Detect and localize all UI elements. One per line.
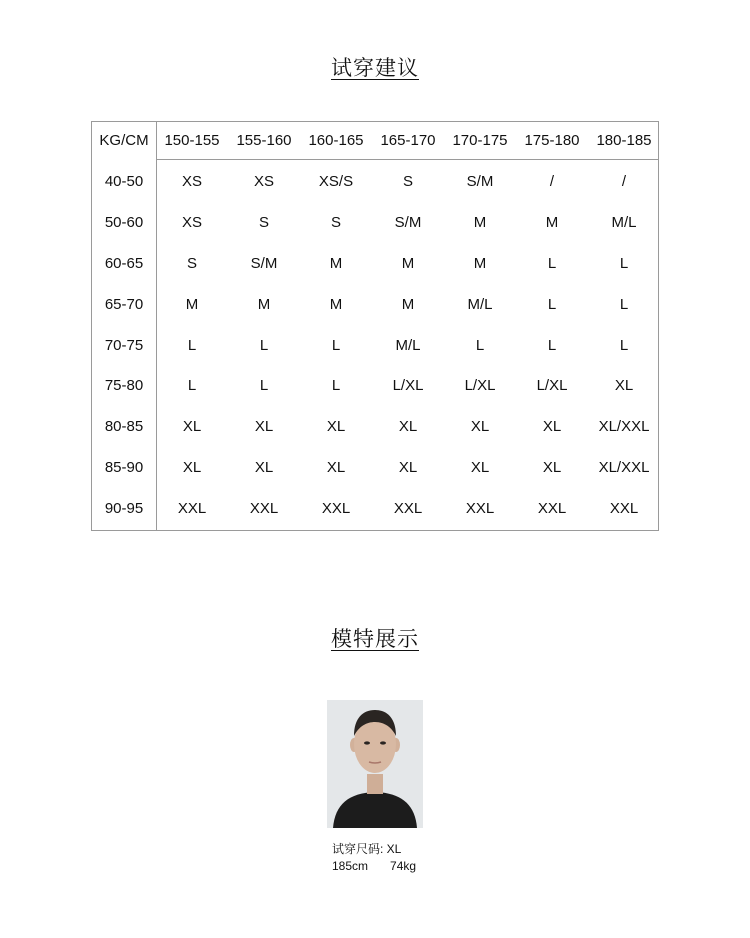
size-cell: M [329,295,343,313]
size-cell: XS [181,173,202,191]
table-corner-label: KG/CM [99,132,149,149]
weight-label: 50-60 [104,214,144,232]
size-cell: XL [254,418,274,436]
size-cell: / [549,173,555,191]
size-cell: XXL [321,499,351,517]
size-cell: XXL [465,499,495,517]
weight-label: 60-65 [104,255,144,272]
size-cell: XL [542,459,562,476]
size-cell: M [545,214,559,232]
size-cell: L [259,336,269,354]
size-cell: M [473,255,487,272]
size-cell: XXL [393,499,423,517]
size-cell: L [187,377,197,395]
size-cell: L [547,255,557,272]
size-cell: XS [181,214,202,232]
model-photo [327,700,423,828]
model-portrait-icon [327,700,423,828]
size-cell: XL [326,459,346,476]
size-cell: XL [542,418,562,436]
size-cell: L [187,336,197,354]
size-cell: XL [614,377,634,395]
weight-label: 90-95 [104,499,144,517]
height-header: 150-155 [164,132,220,149]
model-height: 185cm [332,859,369,873]
size-cell: S [402,173,413,191]
size-cell: L/XL [464,377,496,395]
size-cell: L [547,295,557,313]
size-cell: L [619,255,629,272]
size-cell: M [257,295,271,313]
weight-label: 65-70 [104,295,144,313]
weight-label: 70-75 [104,336,144,354]
fit-advice-title-text: 试穿建议 [331,57,419,80]
size-cell: XS [253,173,274,191]
model-display-title-text: 模特展示 [331,628,419,651]
model-weight: 74kg [390,859,417,873]
size-cell: XL [398,418,418,436]
fit-advice-title [0,52,750,82]
size-cell: XL [182,418,202,436]
height-header: 160-165 [308,132,364,149]
size-cell: L/XL [392,377,424,395]
model-measurements [332,858,416,874]
size-cell: XXL [537,499,567,517]
model-fit-size: 试穿尺码: XL [332,842,402,856]
size-cell: XL [182,459,202,476]
model-display-title [0,623,750,653]
size-cell: S/M [394,214,422,232]
size-cell: XL/XXL [598,459,650,476]
size-cell: M/L [611,214,637,232]
size-grid [92,122,658,530]
size-cell: / [621,173,627,191]
header-divider [157,159,658,160]
size-cell: XXL [609,499,639,517]
height-header: 170-175 [452,132,508,149]
height-header: 175-180 [524,132,580,149]
size-cell: M [401,295,415,313]
size-cell: L [619,295,629,313]
size-cell: XL [470,418,490,436]
weight-label: 75-80 [104,377,144,395]
size-cell: L [547,336,557,354]
size-table [91,121,659,531]
size-cell: S [258,214,269,232]
weight-label: 85-90 [104,459,144,476]
size-cell: M/L [467,295,493,313]
size-cell: XL [326,418,346,436]
size-cell: M [401,255,415,272]
size-cell: M [185,295,199,313]
height-header: 165-170 [380,132,436,149]
size-cell: M/L [395,336,421,354]
size-cell: S/M [466,173,494,191]
size-cell: XL/XXL [598,418,650,436]
size-cell: M [329,255,343,272]
weight-label: 40-50 [104,173,144,191]
size-cell: L [619,336,629,354]
height-header: 155-160 [236,132,292,149]
weight-label: 80-85 [104,418,144,436]
size-cell: XS/S [318,173,354,191]
size-cell: L/XL [536,377,568,395]
size-cell: M [473,214,487,232]
size-cell: S [186,255,197,272]
size-cell: S [330,214,341,232]
size-cell: XL [254,459,274,476]
size-cell: S/M [250,255,278,272]
height-header: 180-185 [596,132,652,149]
size-cell: XXL [249,499,279,517]
size-cell: XXL [177,499,207,517]
size-cell: L [331,336,341,354]
size-cell: L [331,377,341,395]
size-cell: L [475,336,485,354]
size-cell: L [259,377,269,395]
size-cell: XL [398,459,418,476]
size-cell: XL [470,459,490,476]
